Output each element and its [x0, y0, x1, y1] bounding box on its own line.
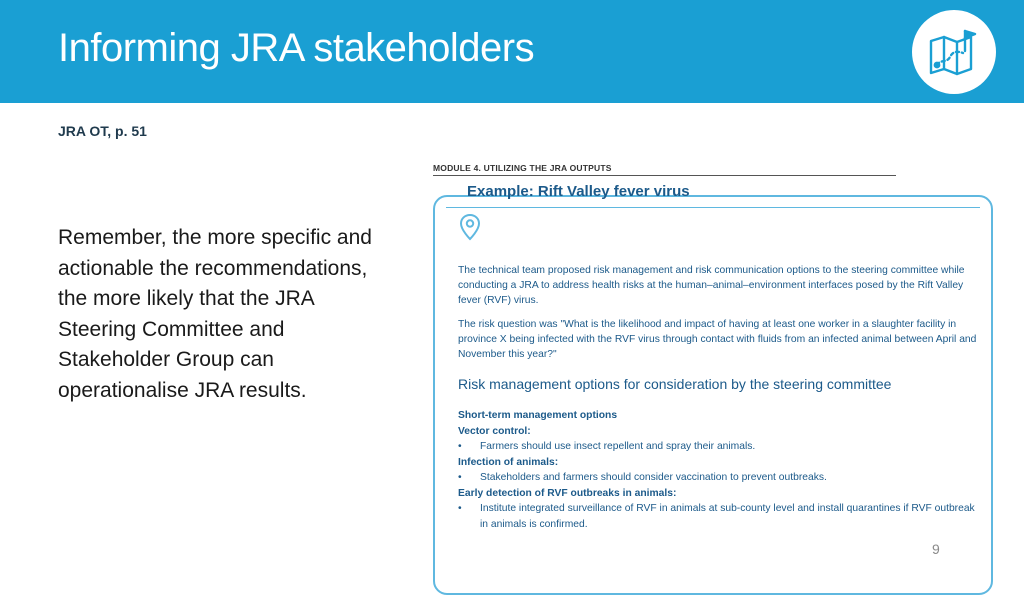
page-number: 9	[932, 541, 940, 557]
bullet-mark: •	[458, 503, 462, 514]
bullet-mark: •	[458, 441, 462, 452]
list-item-text: Institute integrated surveillance of RVF in animals at sub-county level and install quarantines if RVF outbreak in animals is confirmed.	[480, 503, 975, 530]
module-rule	[433, 175, 896, 176]
list-item-text: Farmers should use insect repellent and spray their animals.	[480, 441, 756, 452]
group-heading: Vector control:	[458, 425, 531, 437]
example-title-rule	[446, 207, 980, 208]
doc-options-list	[458, 408, 983, 532]
location-pin-icon	[459, 213, 481, 241]
list-item	[458, 470, 983, 486]
source-reference: JRA OT, p. 51	[58, 123, 147, 139]
group-heading: Infection of animals:	[458, 456, 559, 468]
map-route-icon	[927, 25, 981, 79]
list-item	[458, 439, 983, 455]
short-term-heading: Short-term management options	[458, 410, 618, 421]
list-item	[458, 501, 983, 532]
document-excerpt	[420, 150, 1024, 530]
doc-paragraph-1: The technical team proposed risk management and risk communication options to the steering committee while conducting a JRA to address health risks at the human–animal–environment interfaces posed by the Rift Valley fever (RVF) virus.	[458, 265, 965, 306]
example-title: Example: Rift Valley fever virus	[467, 183, 690, 200]
group-heading: Early detection of RVF outbreaks in animals:	[458, 487, 677, 499]
module-label: MODULE 4. UTILIZING THE JRA OUTPUTS	[433, 163, 612, 173]
header-badge	[912, 10, 996, 94]
page-title: Informing JRA stakeholders	[58, 26, 535, 70]
example-box	[433, 195, 993, 595]
doc-section-heading: Risk management options for consideration by the steering committee	[458, 376, 892, 392]
body-text: Remember, the more specific and actionable the recommendations, the more likely that the JRA Steering Committee and Stakeholder Group can operationalise JRA results.	[58, 226, 372, 402]
header-bar	[0, 0, 1024, 103]
bullet-mark: •	[458, 472, 462, 483]
list-item-text: Stakeholders and farmers should consider vaccination to prevent outbreaks.	[480, 472, 827, 483]
doc-paragraph-2: The risk question was "What is the likelihood and impact of having at least one worker in a slaughter facility in province X being infected with the RVF virus through contact with fluids from an infected animal between April and November this year?"	[458, 319, 977, 360]
